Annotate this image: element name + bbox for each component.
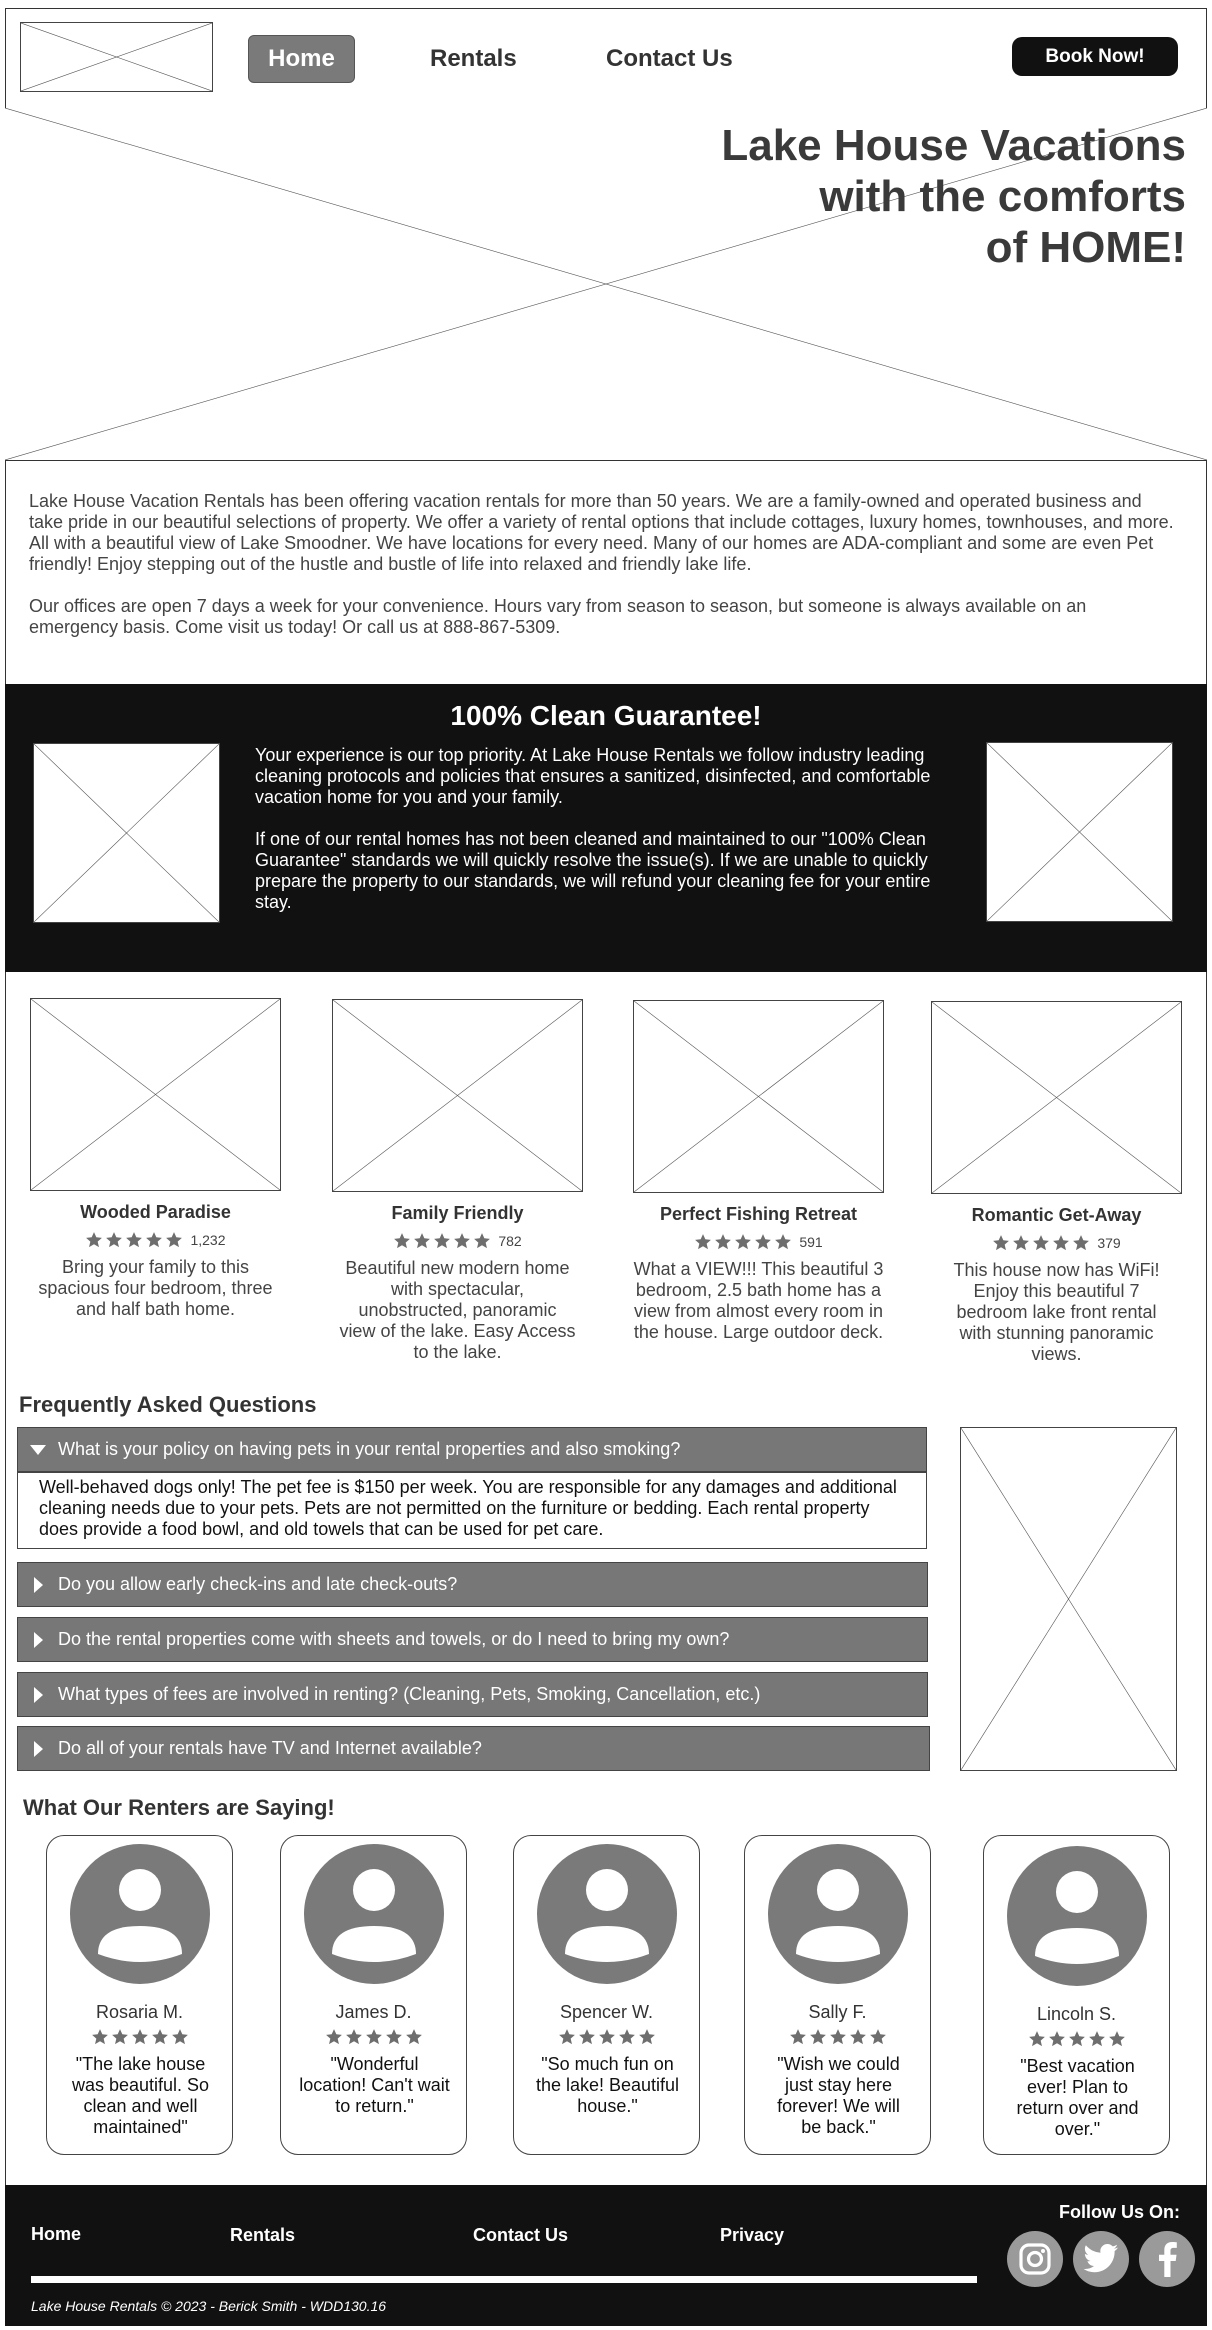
avatar-icon bbox=[768, 1844, 908, 1984]
footer-contact-link[interactable]: Contact Us bbox=[473, 2225, 569, 2245]
rental-card bbox=[633, 1204, 884, 1343]
testimonial-rating bbox=[984, 2030, 1169, 2048]
star-icon bbox=[618, 2028, 636, 2046]
footer-rentals-link[interactable]: Rentals bbox=[230, 2225, 296, 2245]
star-icon bbox=[638, 2028, 656, 2046]
intro-text bbox=[29, 491, 1179, 659]
avatar-icon bbox=[537, 1844, 677, 1984]
faq-question-text: Do all of your rentals have TV and Internet available? bbox=[58, 1738, 482, 1758]
star-icon bbox=[992, 1234, 1010, 1252]
review-count: 1,232 bbox=[190, 1232, 226, 1248]
faq-question-pets[interactable] bbox=[17, 1427, 927, 1472]
star-icon bbox=[1072, 1234, 1090, 1252]
hero-line-1: Lake House Vacations bbox=[721, 121, 1186, 170]
faq-question-text: What is your policy on having pets in your rental properties and also smoking? bbox=[58, 1439, 681, 1459]
star-icon bbox=[694, 1233, 712, 1251]
testimonial-name: Spencer W. bbox=[559, 2002, 654, 2022]
star-icon bbox=[849, 2028, 867, 2046]
avatar-icon bbox=[70, 1844, 210, 1984]
guarantee-paragraph-2: If one of our rental homes has not been cleaned and maintained to our "100% Clean Guarantee" standards we will quickly resolve the issue(s). If we are unable to quickly prepare the property to our standards, we will refund your cleaning fee for your entire stay. bbox=[255, 829, 931, 912]
footer-privacy-link[interactable]: Privacy bbox=[720, 2225, 785, 2245]
testimonial-rating bbox=[47, 2028, 232, 2046]
testimonial-quote: "The lake house was beautiful. So clean and well maintained" bbox=[71, 2054, 210, 2137]
star-icon bbox=[165, 1231, 183, 1249]
rental-title: Family Friendly bbox=[391, 1203, 524, 1223]
guarantee-title: 100% Clean Guarantee! bbox=[450, 700, 762, 731]
star-icon bbox=[145, 1231, 163, 1249]
star-icon bbox=[325, 2028, 343, 2046]
hero-line-3: of HOME! bbox=[985, 223, 1186, 272]
rental-rating bbox=[30, 1231, 281, 1249]
rental-image[interactable] bbox=[30, 998, 281, 1191]
nav-contact-link[interactable]: Contact Us bbox=[606, 45, 733, 72]
testimonial-card bbox=[280, 1835, 467, 2155]
footer-home-link[interactable]: Home bbox=[31, 2224, 82, 2244]
testimonial-quote: "Best vacation ever! Plan to return over and over." bbox=[1016, 2056, 1139, 2139]
nav-home-button[interactable]: Home bbox=[248, 35, 355, 83]
intro-paragraph-1: Lake House Vacation Rentals has been offering vacation rentals for more than 50 years. We are a family-owned and operated business and take pride in our beautiful selections of property. We offer a variety of rental options that include cottages, luxury homes, townhouses, and more. All with a beautiful view of Lake Smoodner. We have locations for every need. Many of our homes are ADA-compliant and some are even Pet friendly! Enjoy stepping out of the hustle and bustle of life into relaxed and friendly lake life. bbox=[29, 491, 1174, 574]
faq-question-text: Do you allow early check-ins and late check-outs? bbox=[58, 1574, 458, 1594]
rental-title: Wooded Paradise bbox=[80, 1202, 231, 1222]
star-icon bbox=[789, 2028, 807, 2046]
faq-heading: Frequently Asked Questions bbox=[19, 1392, 317, 1417]
star-icon bbox=[131, 2028, 149, 2046]
star-icon bbox=[754, 1233, 772, 1251]
rental-description: What a VIEW!!! This beautiful 3 bedroom, 2.5 bath home has a view from almost every room in the house. Large outdoor deck. bbox=[633, 1259, 884, 1342]
star-icon bbox=[91, 2028, 109, 2046]
star-icon bbox=[1108, 2030, 1126, 2048]
hero-line-2: with the comforts bbox=[819, 172, 1186, 221]
footer-copyright: Lake House Rentals © 2023 - Berick Smith - WDD130.16 bbox=[31, 2298, 387, 2314]
star-icon bbox=[598, 2028, 616, 2046]
star-icon bbox=[413, 1232, 431, 1250]
rental-title: Romantic Get-Away bbox=[971, 1205, 1142, 1225]
rental-card bbox=[30, 1202, 281, 1320]
star-icon bbox=[345, 2028, 363, 2046]
caret-right-icon bbox=[30, 1577, 46, 1593]
caret-down-icon bbox=[30, 1442, 46, 1458]
rental-image[interactable] bbox=[931, 1001, 1182, 1194]
testimonial-rating bbox=[281, 2028, 466, 2046]
testimonial-name: James D. bbox=[335, 2002, 412, 2022]
rental-title: Perfect Fishing Retreat bbox=[659, 1204, 858, 1224]
guarantee-image-right bbox=[986, 742, 1173, 922]
nav-rentals-link[interactable]: Rentals bbox=[430, 45, 517, 72]
star-icon bbox=[1032, 1234, 1050, 1252]
testimonial-card bbox=[46, 1835, 233, 2155]
caret-right-icon bbox=[30, 1741, 46, 1757]
testimonial-rating bbox=[514, 2028, 699, 2046]
book-now-button[interactable]: Book Now! bbox=[1012, 37, 1178, 76]
testimonial-name: Rosaria M. bbox=[95, 2002, 184, 2022]
footer-divider bbox=[31, 2276, 977, 2283]
star-icon bbox=[809, 2028, 827, 2046]
rental-image[interactable] bbox=[633, 1000, 884, 1193]
star-icon bbox=[1068, 2030, 1086, 2048]
caret-right-icon bbox=[30, 1632, 46, 1648]
star-icon bbox=[714, 1233, 732, 1251]
testimonial-quote: "Wonderful location! Can't wait to return." bbox=[299, 2054, 450, 2116]
intro-paragraph-2: Our offices are open 7 days a week for your convenience. Hours vary from season to season, but someone is always available on an emergency basis. Come visit us today! Or call us at 888-867-5309. bbox=[29, 596, 1087, 637]
star-icon bbox=[85, 1231, 103, 1249]
rental-image[interactable] bbox=[332, 999, 583, 1192]
faq-question-tv-internet[interactable] bbox=[17, 1726, 930, 1771]
star-icon bbox=[385, 2028, 403, 2046]
rental-card bbox=[332, 1203, 583, 1363]
faq-question-fees[interactable] bbox=[17, 1672, 928, 1717]
rental-rating bbox=[332, 1232, 583, 1250]
rental-description: Beautiful new modern home with spectacular, unobstructed, panoramic view of the lake. Easy Access to the lake. bbox=[339, 1258, 576, 1362]
testimonial-name: Lincoln S. bbox=[1036, 2004, 1117, 2024]
star-icon bbox=[433, 1232, 451, 1250]
faq-answer-pets: Well-behaved dogs only! The pet fee is $150 per week. You are responsible for any damages and additional cleaning needs due to your pets. Pets are not permitted on the furniture or bedding. Each rental property does provide a food bowl, and old towels that can be used for pet care. bbox=[17, 1472, 927, 1549]
avatar-icon bbox=[1007, 1846, 1147, 1986]
facebook-icon[interactable] bbox=[1139, 2231, 1195, 2287]
star-icon bbox=[869, 2028, 887, 2046]
caret-right-icon bbox=[30, 1687, 46, 1703]
star-icon bbox=[105, 1231, 123, 1249]
guarantee-image-left bbox=[33, 743, 220, 923]
hero-title bbox=[586, 120, 1186, 273]
review-count: 379 bbox=[1097, 1235, 1121, 1251]
star-icon bbox=[558, 2028, 576, 2046]
twitter-icon[interactable] bbox=[1073, 2231, 1129, 2287]
rental-rating bbox=[633, 1233, 884, 1251]
testimonial-card bbox=[744, 1835, 931, 2155]
star-icon bbox=[829, 2028, 847, 2046]
star-icon bbox=[774, 1233, 792, 1251]
logo-image[interactable] bbox=[20, 22, 213, 92]
testimonial-name: Sally F. bbox=[808, 2002, 867, 2022]
faq-side-image bbox=[960, 1427, 1177, 1771]
rental-description: Bring your family to this spacious four bedroom, three and half bath home. bbox=[38, 1257, 273, 1319]
guarantee-paragraph-1: Your experience is our top priority. At Lake House Rentals we follow industry leading cleaning protocols and policies that ensures a sanitized, disinfected, and comfortable vacation home for you and your family. bbox=[255, 745, 931, 807]
testimonial-rating bbox=[745, 2028, 930, 2046]
testimonial-card bbox=[513, 1835, 700, 2155]
guarantee-text bbox=[255, 745, 955, 934]
star-icon bbox=[405, 2028, 423, 2046]
star-icon bbox=[1048, 2030, 1066, 2048]
review-count: 591 bbox=[799, 1234, 823, 1250]
rental-card bbox=[931, 1205, 1182, 1365]
avatar-icon bbox=[304, 1844, 444, 1984]
testimonial-quote: "So much fun on the lake! Beautiful house." bbox=[535, 2054, 680, 2116]
instagram-icon[interactable] bbox=[1007, 2231, 1063, 2287]
testimonials-heading: What Our Renters are Saying! bbox=[23, 1795, 335, 1820]
star-icon bbox=[1012, 1234, 1030, 1252]
star-icon bbox=[365, 2028, 383, 2046]
star-icon bbox=[578, 2028, 596, 2046]
star-icon bbox=[393, 1232, 411, 1250]
star-icon bbox=[453, 1232, 471, 1250]
review-count: 782 bbox=[498, 1233, 522, 1249]
star-icon bbox=[473, 1232, 491, 1250]
follow-us-label: Follow Us On: bbox=[1059, 2202, 1180, 2222]
star-icon bbox=[111, 2028, 129, 2046]
star-icon bbox=[151, 2028, 169, 2046]
star-icon bbox=[125, 1231, 143, 1249]
rental-description: This house now has WiFi! Enjoy this beautiful 7 bedroom lake front rental with stunning panoramic views. bbox=[953, 1260, 1160, 1364]
faq-question-checkin[interactable] bbox=[17, 1562, 928, 1607]
star-icon bbox=[1052, 1234, 1070, 1252]
star-icon bbox=[171, 2028, 189, 2046]
star-icon bbox=[1028, 2030, 1046, 2048]
star-icon bbox=[734, 1233, 752, 1251]
rental-rating bbox=[931, 1234, 1182, 1252]
faq-question-text: What types of fees are involved in renting? (Cleaning, Pets, Smoking, Cancellation, etc.) bbox=[58, 1684, 761, 1704]
testimonial-card bbox=[983, 1835, 1170, 2155]
star-icon bbox=[1088, 2030, 1106, 2048]
testimonial-quote: "Wish we could just stay here forever! We will be back." bbox=[777, 2054, 900, 2137]
faq-question-text: Do the rental properties come with sheets and towels, or do I need to bring my own? bbox=[58, 1629, 730, 1649]
faq-question-linens[interactable] bbox=[17, 1617, 928, 1662]
